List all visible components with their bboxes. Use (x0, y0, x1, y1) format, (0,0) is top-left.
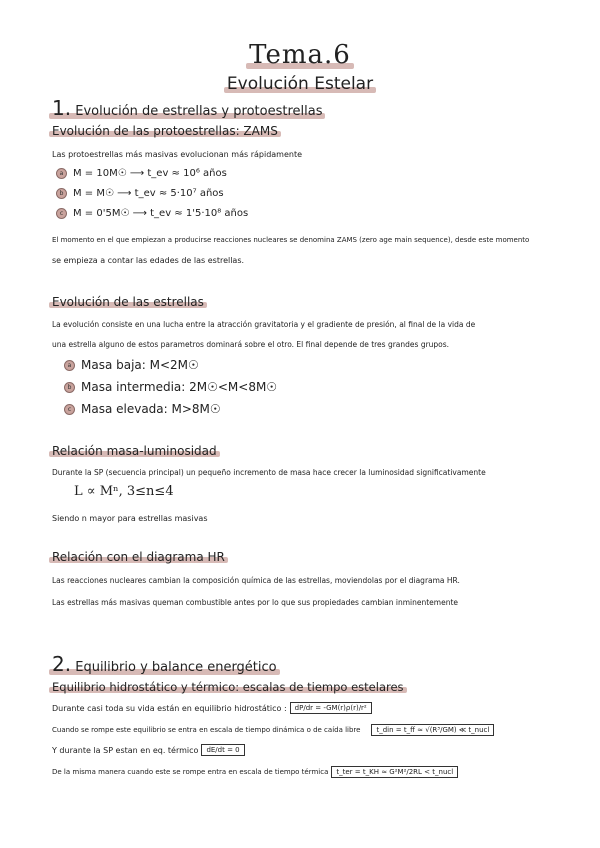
stars-line-1: La evolución consiste en una lucha entre la atracción gravitatoria y el gradiente de presión, al final de la vida de (52, 320, 476, 329)
mass-lum-line: Durante la SP (secuencia principal) un pequeño incremento de masa hace crecer la luminosidad significativamente (52, 468, 486, 477)
zams-line-1: El momento en el que empiezan a producirse reacciones nucleares se denomina ZAMS (zero age main sequence), desde este momento (52, 236, 530, 244)
group-item-c (64, 402, 221, 416)
protostar-item-a-text: M = 10M☉ ⟶ t_ev ≈ 10⁶ años (73, 168, 227, 179)
subtitle-text: Evolución Estelar (226, 74, 374, 94)
hydrostatic-formula-box: dP/dr = -GM(r)ρ(r)/r² (290, 702, 372, 714)
thermal-scale-line (52, 766, 458, 778)
subheading-hr (52, 550, 225, 564)
group-bullet-c-icon: c (64, 404, 75, 415)
group-item-b (64, 380, 277, 394)
group-item-b-text: Masa intermedia: 2M☉<M<8M☉ (81, 380, 278, 394)
stars-line-2: una estrella alguno de estos parametros dominará sobre el otro. El final depende de tres grandes grupos. (52, 340, 450, 349)
subheading-stars-text: Evolución de las estrellas (52, 295, 204, 309)
hydrostatic-line (52, 702, 372, 714)
group-item-a (64, 358, 199, 372)
group-bullet-a-icon: a (64, 360, 75, 371)
group-item-a-text: Masa baja: M<2M☉ (81, 358, 199, 372)
hydrostatic-text: Durante casi toda su vida están en equilibrio hidrostático : (52, 703, 287, 713)
bullet-c-icon: c (56, 208, 67, 219)
thermal-eq-text: Y durante la SP estan en eq. térmico (52, 745, 199, 755)
group-bullet-b-icon: b (64, 382, 75, 393)
protostar-item-a (56, 168, 227, 179)
zams-line-2: se empieza a contar las edades de las estrellas. (52, 256, 245, 265)
subheading-stars (52, 295, 204, 309)
subheading-mass-luminosity (52, 444, 217, 458)
subheading-protostars (52, 124, 278, 138)
subheading-mass-luminosity-text: Relación masa-luminosidad (52, 444, 217, 458)
protostar-item-c (56, 208, 248, 219)
section-1-heading (52, 96, 322, 120)
title-text: Tema.6 (249, 40, 351, 70)
section-1-title: Evolución de estrellas y protoestrellas (75, 104, 323, 119)
page-subtitle (0, 74, 600, 94)
thermal-scale-text: De la misma manera cuando este se rompe entra en escala de tiempo térmica (52, 768, 329, 776)
dynamic-text: Cuando se rompe este equilibrio se entra en escala de tiempo dinámica o de caída libre (52, 726, 361, 734)
subheading-hr-text: Relación con el diagrama HR (52, 550, 225, 564)
hr-line-2: Las estrellas más masivas queman combustible antes por lo que sus propiedades cambian inminentemente (52, 598, 459, 607)
section-2-title: Equilibrio y balance energético (75, 660, 277, 675)
mass-lum-note: Siendo n mayor para estrellas masivas (52, 514, 208, 523)
thermal-scale-formula-box: t_ter = t_KH ≈ G²M²/2RL < t_nucl (331, 766, 458, 778)
section-2-number: 2. (52, 652, 72, 676)
protostar-item-c-text: M = 0'5M☉ ⟶ t_ev ≈ 1'5·10⁸ años (73, 208, 249, 219)
page-title (0, 40, 600, 70)
subheading-equilibrium-text: Equilibrio hidrostático y térmico: escalas de tiempo estelares (52, 680, 404, 694)
mass-lum-formula: L ∝ Mⁿ, 3≤n≤4 (74, 484, 174, 499)
bullet-b-icon: b (56, 188, 67, 199)
dynamic-formula-box: t_din = t_ff ≈ √(R³/GM) ≪ t_nucl (371, 724, 494, 736)
bullet-a-icon: a (56, 168, 67, 179)
protostar-item-b (56, 188, 224, 199)
thermal-eq-formula-box: dE/dt = 0 (201, 744, 244, 756)
hr-line-1: Las reacciones nucleares cambian la composición química de las estrellas, moviendolas por el diagrama HR. (52, 576, 460, 585)
protostar-item-b-text: M = M☉ ⟶ t_ev ≈ 5·10⁷ años (73, 188, 224, 199)
subheading-equilibrium (52, 680, 404, 694)
subheading-protostars-text: Evolución de las protoestrellas: ZAMS (52, 124, 278, 138)
section-2-heading (52, 652, 277, 676)
section-1-number: 1. (52, 96, 72, 120)
protostars-intro: Las protoestrellas más masivas evolucionan más rápidamente (52, 150, 303, 159)
dynamic-line (52, 724, 494, 736)
thermal-eq-line (52, 744, 245, 756)
group-item-c-text: Masa elevada: M>8M☉ (81, 402, 221, 416)
